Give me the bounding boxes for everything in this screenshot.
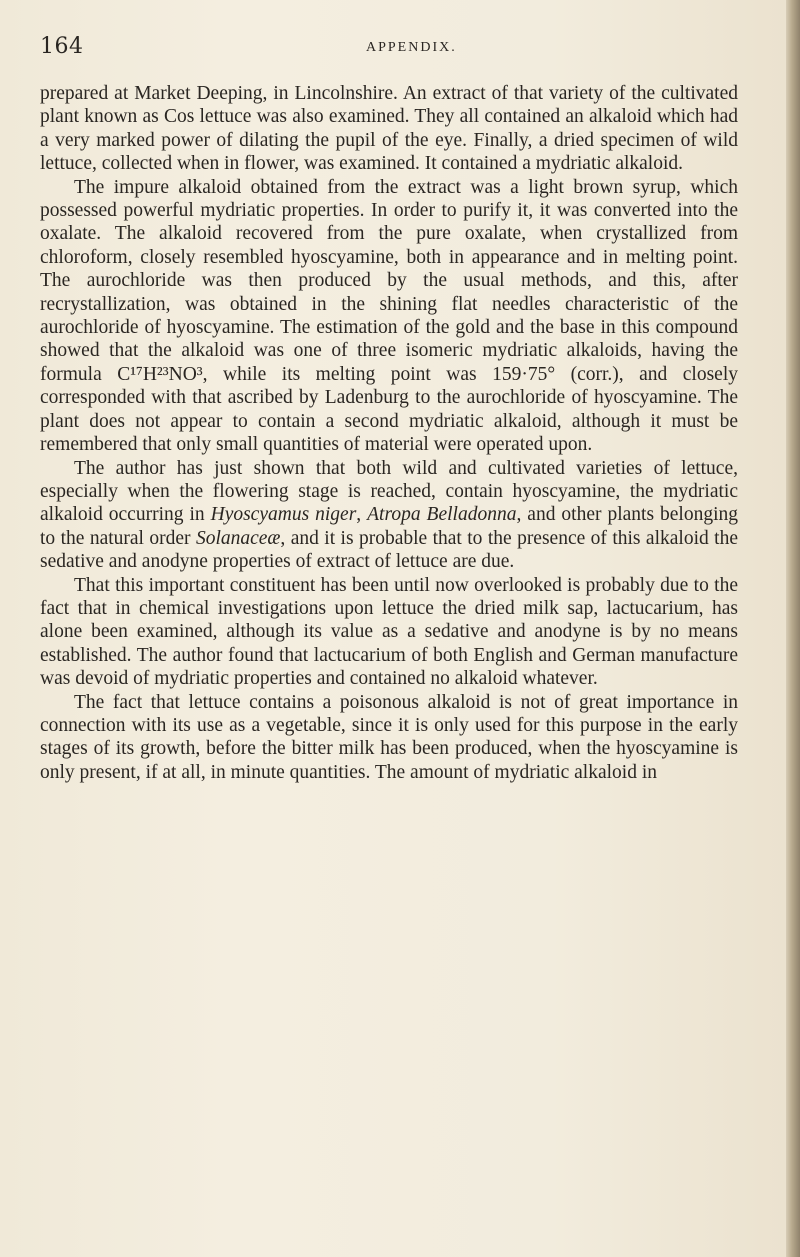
- paragraph-3-text-d: , and it is probable that to the presence of this alkaloid the sedative and anodyne properties of extract of lettuce are due.: [40, 527, 738, 573]
- paragraph-3-text-b: ,: [356, 504, 368, 526]
- paragraph-2: The impure alkaloid obtained from the extract was a light brown syrup, which possessed powerful mydriatic properties. In order to purify it, it was converted into the oxalate. The alkaloid recovered from the pure oxalate, when crystallized from chloroform, closely resembled hyoscyamine, both in appearance and in melting point. The aurochloride was then produced by the usual methods, and this, after recrystallization, was obtained in the shining flat needles characteristic of the aurochloride of hyoscyamine. The estimation of the gold and the base in this compound showed that the alkaloid was one of three isomeric mydriatic alkaloids, having the formula C¹⁷H²³NO³, while its melting point was 159·75° (corr.), and closely corresponded with that ascribed by Ladenburg to the aurochloride of hyoscyamine. The plant does not appear to contain a second mydriatic alkaloid, although it must be remembered that only small quantities of material were operated upon.: [40, 176, 738, 456]
- paragraph-4: That this important constituent has been until now overlooked is probably due to the fact that in chemical investigations upon lettuce the dried milk sap, lactucarium, has alone been examined, although its value as a sedative and anodyne is by no means established. The author found that lactucarium of both English and German manufacture was devoid of mydriatic properties and contained no alkaloid whatever.: [40, 574, 738, 690]
- paragraph-1: prepared at Market Deeping, in Lincolnshire. An extract of that variety of the cultivated plant known as Cos lettuce was also examined. They all contained an alkaloid which had a very marked power of dilating the pupil of the eye. Finally, a dried specimen of wild lettuce, collected when in flower, was examined. It contained a mydriatic alkaloid.: [40, 83, 738, 175]
- body-text: [40, 82, 738, 784]
- order-solanaceae: Solanaceæ: [195, 527, 281, 549]
- running-head: APPENDIX.: [366, 40, 457, 55]
- page-number: 164: [40, 34, 84, 59]
- paragraph-3-text-c: , and other plants belonging to the natural order: [40, 504, 739, 549]
- page-header: [40, 34, 738, 66]
- paragraph-3: [40, 457, 738, 574]
- species-hyoscyamus-niger: Hyoscyamus niger: [210, 504, 357, 526]
- paragraph-5: The fact that lettuce contains a poisonous alkaloid is not of great importance in connection with its use as a vegetable, since it is only used for this purpose in the early stages of its growth, before the bitter milk has been produced, when the hyoscyamine is only present, if at all, in minute quantities. The amount of mydriatic alkaloid in: [40, 691, 738, 783]
- book-edge: [786, 0, 800, 1257]
- paragraph-3-text-a: The author has just shown that both wild and cultivated varieties of lettuce, especially when the flowering stage is reached, contain hyoscyamine, the mydriatic alkaloid occurring in: [40, 457, 738, 526]
- species-atropa-belladonna: Atropa Belladonna: [367, 504, 517, 526]
